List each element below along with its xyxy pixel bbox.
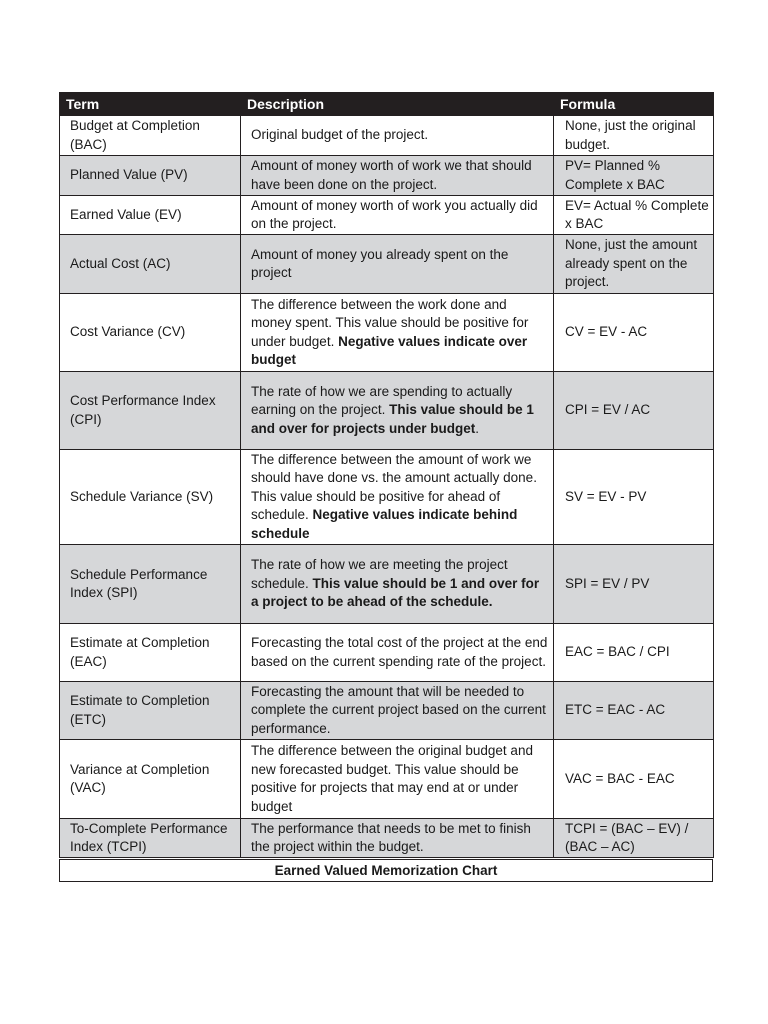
table-row: [60, 740, 714, 819]
chart-caption: Earned Valued Memorization Chart: [59, 859, 713, 882]
description-cell: [241, 682, 554, 740]
description-text: The performance that needs to be met to finish the project within the budget.: [251, 820, 531, 854]
description-cell: [241, 294, 554, 372]
description-cell: [241, 819, 554, 858]
term-cell: To-Complete Performance Index (TCPI): [60, 819, 241, 858]
term-cell: Cost Performance Index (CPI): [60, 372, 241, 450]
description-text: The rate of how we are spending to actually earning on the project.: [251, 383, 513, 418]
term-cell: Earned Value (EV): [60, 196, 241, 235]
table-row: [60, 116, 714, 156]
formula-cell: None, just the amount already spent on the project.: [554, 235, 714, 294]
formula-cell: EAC = BAC / CPI: [554, 624, 714, 682]
description-text: Forecasting the amount that will be needed to complete the current project based on the current performance.: [251, 683, 546, 736]
term-cell: Cost Variance (CV): [60, 294, 241, 372]
description-cell: [241, 156, 554, 196]
description-emphasis: This value should be 1 and over for projects under budget: [251, 402, 534, 436]
description-text: Amount of money worth of work you actually did on the project.: [251, 197, 538, 231]
table-row: [60, 156, 714, 196]
description-cell: [241, 196, 554, 235]
description-emphasis: Negative values indicate behind schedule: [251, 507, 518, 541]
description-cell: [241, 116, 554, 156]
table-row: [60, 450, 714, 545]
term-cell: Actual Cost (AC): [60, 235, 241, 294]
formula-cell: PV= Planned % Complete x BAC: [554, 156, 714, 196]
description-text: Forecasting the total cost of the project at the end based on the current spending rate of the project.: [251, 635, 548, 669]
description-text: Original budget of the project.: [251, 127, 429, 143]
formula-cell: TCPI = (BAC – EV) / (BAC – AC): [554, 819, 714, 858]
description-cell: [241, 545, 554, 624]
formula-cell: EV= Actual % Complete x BAC: [554, 196, 714, 235]
term-cell: Estimate to Completion (ETC): [60, 682, 241, 740]
term-cell: Planned Value (PV): [60, 156, 241, 196]
description-text: The difference between the work done and money spent. This value should be positive for under budget.: [251, 296, 529, 349]
term-cell: Estimate at Completion (EAC): [60, 624, 241, 682]
description-emphasis: Negative values indicate over budget: [251, 333, 528, 367]
term-cell: Variance at Completion (VAC): [60, 740, 241, 819]
description-emphasis: This value should be 1 and over for a project to be ahead of the schedule.: [251, 575, 540, 610]
header-description: Description: [241, 93, 554, 116]
table-row: [60, 624, 714, 682]
formula-cell: CV = EV - AC: [554, 294, 714, 372]
table-row: [60, 196, 714, 235]
term-cell: Schedule Variance (SV): [60, 450, 241, 545]
description-text: Amount of money worth of work we that should have been done on the project.: [251, 158, 532, 192]
description-cell: [241, 740, 554, 819]
table-body: [60, 116, 714, 858]
formula-cell: SV = EV - PV: [554, 450, 714, 545]
description-text: The difference between the original budget and new forecasted budget. This value should be positive for projects that may end at or under budget: [251, 743, 533, 814]
table-header-row: [60, 93, 714, 116]
formula-cell: VAC = BAC - EAC: [554, 740, 714, 819]
description-text: .: [475, 420, 480, 436]
description-cell: [241, 235, 554, 294]
header-formula: Formula: [554, 93, 714, 116]
description-text: Amount of money you already spent on the project: [251, 246, 509, 280]
table-row: [60, 545, 714, 624]
table-row: [60, 682, 714, 740]
earned-value-table: [59, 92, 714, 858]
table-row: [60, 372, 714, 450]
formula-cell: None, just the original budget.: [554, 116, 714, 156]
description-cell: [241, 372, 554, 450]
table-row: [60, 294, 714, 372]
description-cell: [241, 450, 554, 545]
formula-cell: CPI = EV / AC: [554, 372, 714, 450]
formula-cell: ETC = EAC - AC: [554, 682, 714, 740]
header-term: Term: [60, 93, 241, 116]
formula-cell: SPI = EV / PV: [554, 545, 714, 624]
term-cell: Schedule Performance Index (SPI): [60, 545, 241, 624]
description-text: The difference between the amount of work we should have done vs. the amount actually done. This value should be positive for ahead of schedule.: [251, 451, 537, 523]
description-text: The rate of how we are meeting the project schedule.: [251, 557, 508, 591]
table-row: [60, 235, 714, 294]
term-cell: Budget at Completion (BAC): [60, 116, 241, 156]
table-row: [60, 819, 714, 858]
description-cell: [241, 624, 554, 682]
